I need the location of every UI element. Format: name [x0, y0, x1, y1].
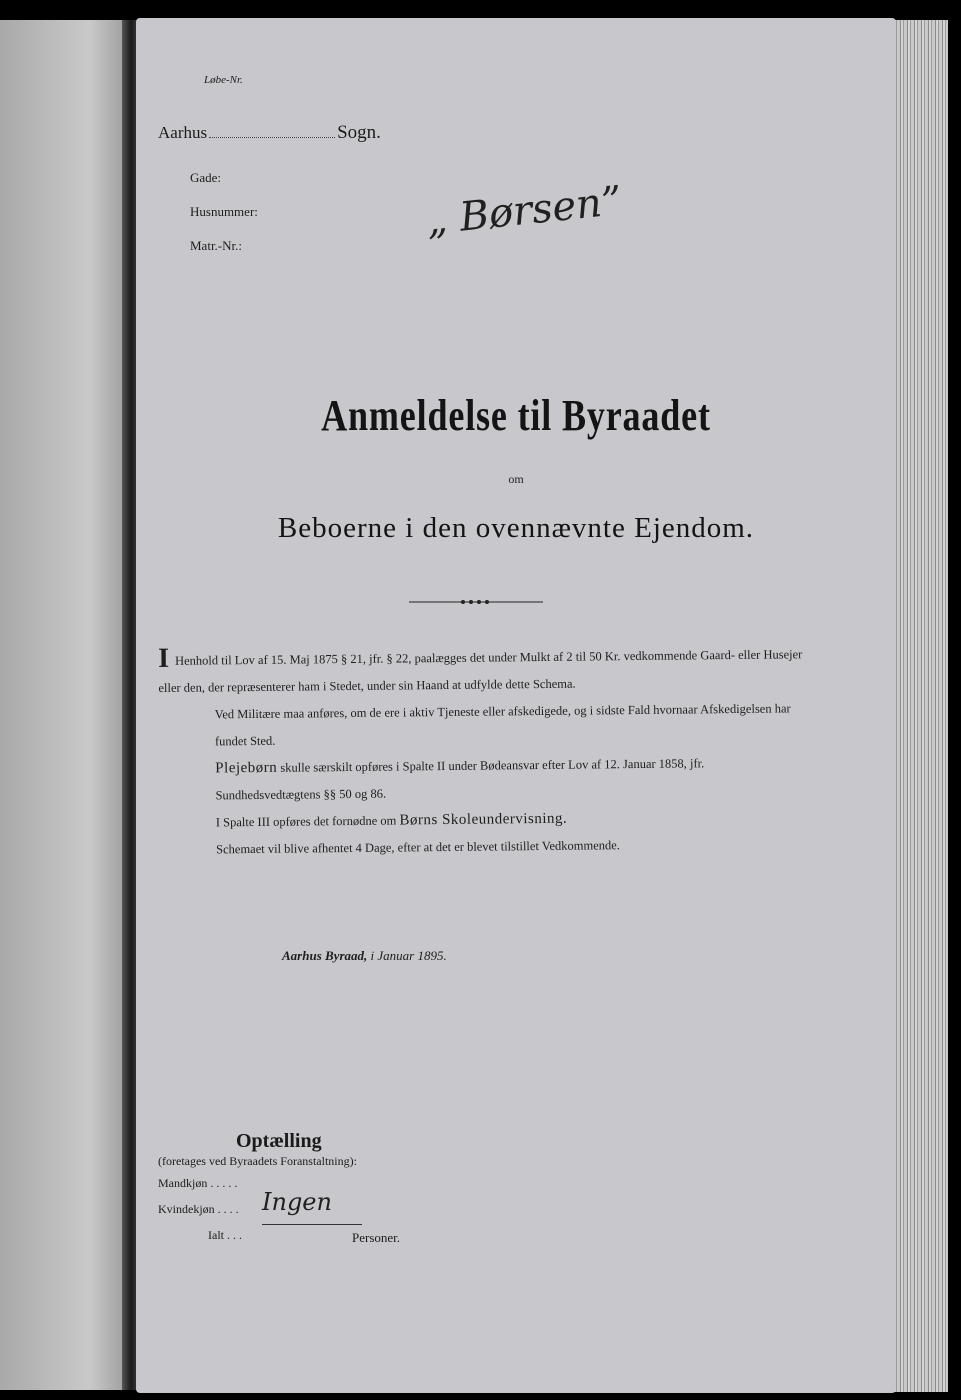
personer-label: Personer. — [352, 1230, 401, 1245]
paragraph-1: I Henhold til Lov af 15. Maj 1875 § 21, jfr. § 22, paalægges det under Mulkt af 2 til 50 Kr. vedkommende Gaard- eller Husejer eller den, der repræsenterer ham i Stedet, under sin Haand at udfylde dette Schema. — [157, 642, 803, 695]
paragraph-5: Schemaet vil blive afhentet 4 Dage, efter at det er blevet tilstillet Vedkommende. — [216, 838, 620, 857]
paragraph-4: I Spalte III opføres det fornødne om Børns Skoleundervisning. — [215, 810, 568, 830]
form-title: Anmeldelse til Byraadet — [321, 391, 711, 440]
lobe-nr-label: Løbe-Nr. — [204, 74, 243, 86]
count-underline — [262, 1224, 362, 1225]
page-edges — [890, 20, 948, 1392]
parish-dotted-line — [209, 137, 335, 138]
signature-line — [282, 948, 447, 964]
divider-ornament — [409, 598, 543, 606]
matr-nr-label: Matr.-Nr.: — [190, 238, 242, 253]
handwritten-address: „ Børsen” — [424, 177, 625, 245]
mandkjon-label: Mandkjøn . . . . . — [158, 1176, 238, 1190]
count-note: (foretages ved Byraadets Foranstaltning): — [158, 1154, 357, 1168]
form-subtitle: Beboerne i den ovennævnte Ejendom. — [277, 512, 755, 544]
instructions-text — [158, 641, 810, 864]
dropcap: I — [157, 642, 170, 674]
kvindekjon-label: Kvindekjøn . . . . — [158, 1202, 239, 1216]
gade-label: Gade: — [190, 170, 222, 185]
city-label: Aarhus — [158, 123, 208, 142]
form-page — [136, 18, 896, 1393]
ialt-label: Ialt . . . — [208, 1228, 242, 1242]
signature-org: Aarhus Byraad, — [282, 948, 368, 963]
left-facing-page — [0, 20, 128, 1390]
handwritten-count: Ingen — [262, 1188, 332, 1216]
count-title: Optælling — [236, 1130, 322, 1152]
parish-line — [158, 122, 381, 144]
paragraph-3: Plejebørn skulle særskilt opføres i Spalte II under Bødeansvar efter Lov af 12. Januar 1858, jfr. Sundhedsvedtægtens §§ 50 og 86. — [215, 756, 705, 803]
sogn-label: Sogn. — [337, 122, 381, 143]
paragraph-2: Ved Militære maa anføres, om de ere i aktiv Tjeneste eller afskedigede, og i sidste Fald hvornaar Afskedigelsen har fundet Sted. — [214, 701, 791, 749]
signature-date: i Januar 1895. — [370, 948, 447, 963]
om-label: om — [508, 472, 524, 486]
husnummer-label: Husnummer: — [190, 204, 258, 219]
